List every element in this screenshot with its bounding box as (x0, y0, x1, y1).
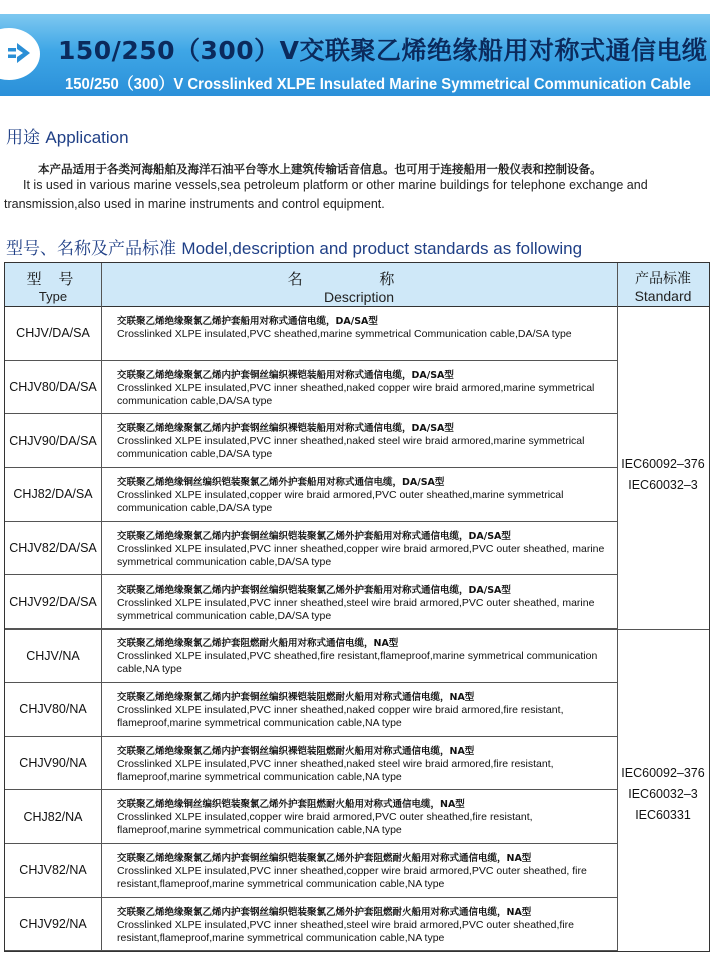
application-heading (6, 123, 129, 148)
description-en: Crosslinked XLPE insulated,PVC inner sheathed,copper wire braid armored,PVC outer sheathed, marine symmetrical communication cable,DA/SA type (117, 542, 605, 568)
table-row (5, 737, 617, 791)
description-cn: 交联聚乙烯绝缘聚氯乙烯护套船用对称式通信电缆，DA/SA型 (117, 316, 378, 327)
group-divider (5, 629, 709, 630)
standard-value: IEC60032–3 (628, 478, 698, 492)
description-cn: 交联聚乙烯绝缘聚氯乙烯内护套铜丝编织裸铠装船用对称式通信电缆，DA/SA型 (117, 369, 454, 381)
cell-type: CHJV82/NA (19, 863, 87, 878)
column-divider (617, 263, 618, 951)
description-en: Crosslinked XLPE insulated,PVC sheathed,fire resistant,flameproof,marine symmetrical communication cable,NA type (117, 650, 598, 676)
cell-description (117, 906, 617, 945)
table-row (5, 361, 617, 415)
description-en: Crosslinked XLPE insulated,PVC inner sheathed,steel wire braid armored,PVC outer sheathed, marine symmetrical communication cable,DA/SA type (117, 596, 595, 622)
description-cn: 交联聚乙烯绝缘聚氯乙烯内护套铜丝编织铠装聚氯乙烯外护套船用对称式通信电缆，DA/SA型 (117, 530, 511, 542)
cell-type: CHJV80/DA/SA (9, 380, 97, 395)
table-row (5, 522, 617, 576)
description-cn: 交联聚乙烯绝缘聚氯乙烯内护套钢丝编织裸铠装阻燃耐火船用对称式通信电缆，NA型 (117, 745, 475, 757)
cell-description (117, 369, 617, 408)
header-description: 名 称 Description (287, 270, 431, 305)
description-en: Crosslinked XLPE insulated,PVC inner sheathed,naked steel wire braid armored,marine symmetrical communication cable,DA/SA type (117, 435, 585, 461)
standards-group-2 (617, 766, 709, 829)
header-standard: 产品标准 Standard (634, 271, 692, 304)
description-cn: 交联聚乙烯绝缘铜丝编织铠装聚氯乙烯外护套阻燃耐火船用对称式通信电缆，NA型 (117, 799, 465, 811)
table-header (5, 263, 709, 307)
cell-description (117, 584, 617, 623)
description-en: Crosslinked XLPE insulated,PVC inner sheathed,naked copper wire braid armored,marine symmetrical communication cable,DA/SA type (117, 381, 595, 407)
arrow-right-icon (6, 40, 32, 66)
cell-type: CHJ82/NA (23, 809, 83, 824)
application-text-en-line1: It is used in various marine vessels,sea petroleum platform or other marine buildings for telephone exchange and (23, 178, 648, 192)
cell-type: CHJV92/NA (19, 917, 87, 932)
description-cn: 交联聚乙烯绝缘聚氯乙烯内护套钢丝编织铠装聚氯乙烯外护套阻燃耐火船用对称式通信电缆，NA型 (117, 906, 532, 918)
title-banner (0, 14, 710, 96)
table-row (5, 844, 617, 898)
header-type: 型 号 Type (26, 270, 80, 304)
description-cn: 交联聚乙烯绝缘聚氯乙烯内护套钢丝编织铠装聚氯乙烯外护套船用对称式通信电缆，DA/SA型 (117, 584, 511, 596)
table-row (5, 629, 617, 683)
standards-group-1 (617, 457, 709, 499)
standard-value: IEC60331 (635, 808, 691, 822)
cell-type: CHJV90/NA (19, 755, 87, 770)
cell-type: CHJ82/DA/SA (13, 487, 93, 502)
cell-description (117, 852, 617, 891)
application-text-cn: 本产品适用于各类河海船舶及海洋石油平台等水上建筑传输话音信息。也可用于连接船用一般仪表和控制设备。 (38, 162, 602, 176)
table-row (5, 790, 617, 844)
page-title-cn: 150/250（300）V交联聚乙烯绝缘船用对称式通信电缆 (58, 36, 708, 65)
description-en: Crosslinked XLPE insulated,PVC sheathed,marine symmetrical Communication cable,DA/SA type (117, 328, 572, 340)
cell-description (117, 691, 617, 730)
description-cn: 交联聚乙烯绝缘聚氯乙烯护套阻燃耐火船用对称式通信电缆，NA型 (117, 638, 399, 650)
models-heading-cn: 型号、名称及产品标准 (6, 239, 176, 259)
cell-type: CHJV80/NA (19, 702, 87, 717)
cell-description (117, 637, 617, 676)
description-cn: 交联聚乙烯绝缘聚氯乙烯内护套铜丝编织裸铠装阻燃耐火船用对称式通信电缆，NA型 (117, 691, 475, 703)
cell-type: CHJV/NA (26, 648, 80, 663)
application-heading-cn: 用途 (6, 128, 40, 148)
description-en: Crosslinked XLPE insulated,PVC inner sheathed,steel wire braid armored,PVC outer sheathed,fire resistant,flameproof,marine symmetrical communication cable,NA type (117, 918, 574, 944)
standard-value: IEC60092–376 (621, 457, 705, 471)
page-title-en: 150/250（300）V Crosslinked XLPE Insulated Marine Symmetrical Communication Cable (65, 76, 692, 93)
description-en: Crosslinked XLPE insulated,PVC inner sheathed,naked copper wire braid armored,fire resistant, flameproof,marine symmetrical communication cable,NA type (117, 703, 564, 729)
description-cn: 交联聚乙烯绝缘聚氯乙烯内护套钢丝编织裸铠装船用对称式通信电缆，DA/SA型 (117, 423, 454, 435)
cell-type: CHJV92/DA/SA (9, 594, 97, 609)
models-heading (6, 234, 582, 259)
application-heading-en: Application (45, 128, 129, 147)
cell-type: CHJV82/DA/SA (9, 541, 97, 556)
table-row (5, 468, 617, 522)
models-heading-en: Model,description and product standards as following (181, 239, 583, 258)
banner-badge (0, 28, 40, 80)
description-en: Crosslinked XLPE insulated,PVC inner sheathed,copper wire braid armored,PVC outer sheathed, fire resistant,flameproof,marine symmetrical communication cable,NA type (117, 865, 587, 890)
cell-type: CHJV90/DA/SA (9, 433, 97, 448)
description-cn: 交联聚乙烯绝缘铜丝编织铠装聚氯乙烯外护套船用对称式通信电缆，DA/SA型 (117, 477, 445, 489)
cell-description (117, 476, 617, 515)
description-en: Crosslinked XLPE insulated,copper wire braid armored,PVC outer sheathed,fire resistant, flameproof,marine symmetrical communication cable,NA type (117, 811, 533, 837)
cell-description (117, 422, 617, 461)
cell-description (117, 745, 617, 784)
cell-description (117, 315, 617, 341)
application-text-en-line2: transmission,also used in marine instruments and control equipment. (4, 197, 385, 211)
description-en: Crosslinked XLPE insulated,copper wire braid armored,PVC outer sheathed,marine symmetrical communication cable,DA/SA type (117, 489, 564, 515)
standard-value: IEC60092–376 (621, 766, 705, 780)
cell-type: CHJV/DA/SA (16, 326, 90, 341)
cell-description (117, 530, 617, 569)
table-row (5, 414, 617, 468)
table-row (5, 576, 617, 630)
cell-description (117, 798, 617, 837)
table-row (5, 898, 617, 952)
product-table (4, 262, 710, 952)
description-en: Crosslinked XLPE insulated,PVC inner sheathed,naked steel wire braid armored,fire resistant, flameproof,marine symmetrical communication cable,NA type (117, 757, 554, 783)
table-row (5, 683, 617, 737)
standard-value: IEC60032–3 (628, 787, 698, 801)
description-cn: 交联聚乙烯绝缘聚氯乙烯内护套铜丝编织铠装聚氯乙烯外护套阻燃耐火船用对称式通信电缆，NA型 (117, 853, 532, 864)
table-row (5, 307, 617, 361)
